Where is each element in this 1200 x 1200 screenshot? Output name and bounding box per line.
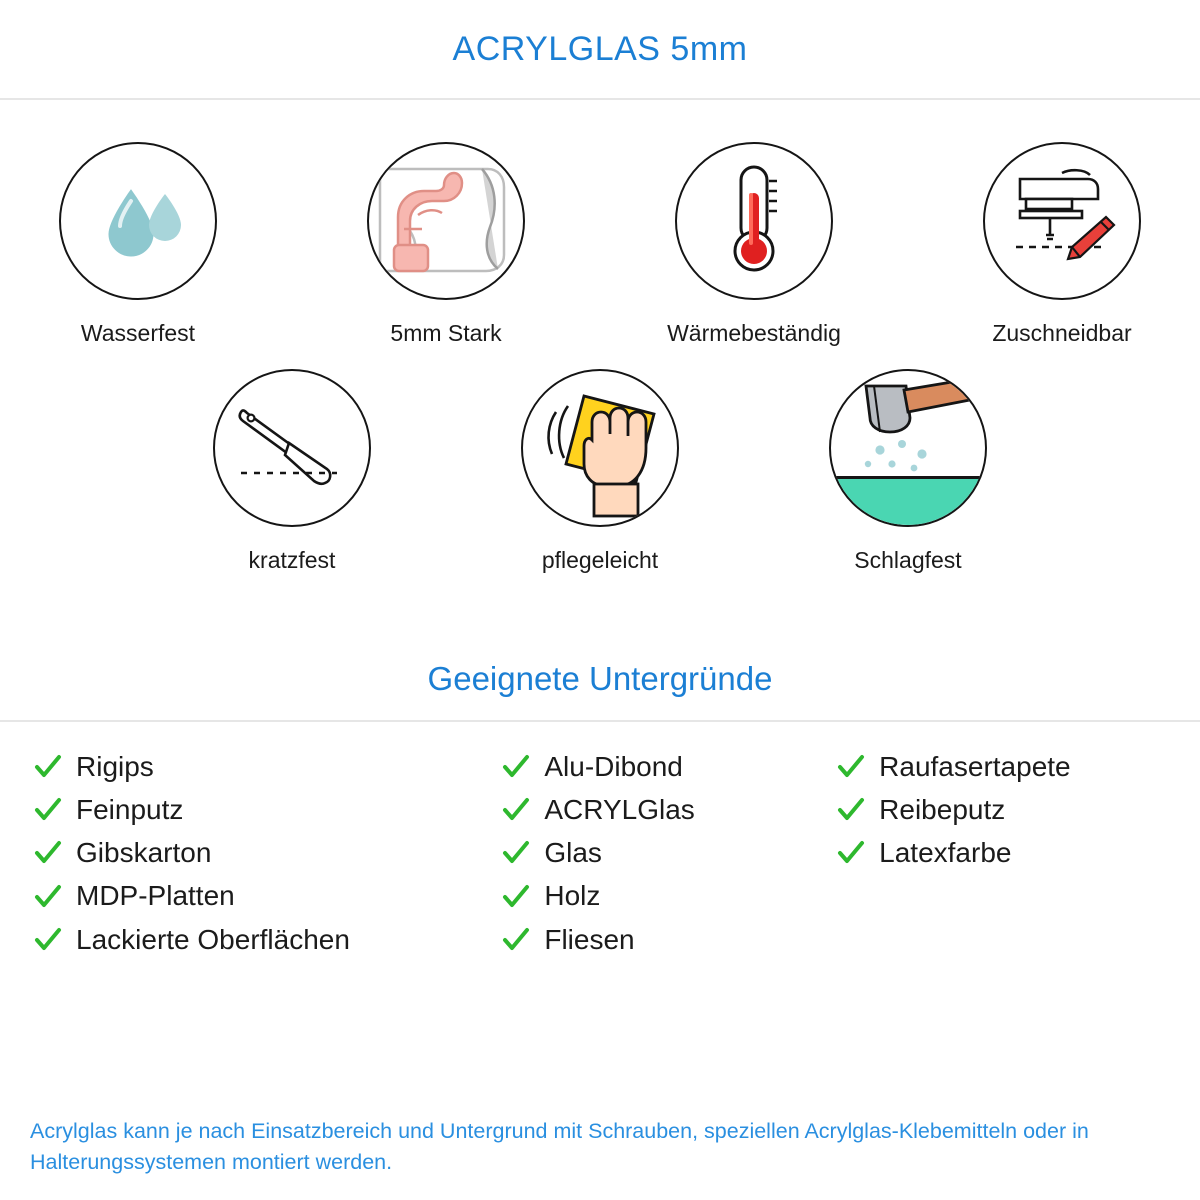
feature-pflegeleicht	[510, 369, 690, 574]
feature-schlagfest	[818, 369, 998, 574]
section-title: Geeignete Untergründe	[427, 660, 773, 697]
list-item-label: Holz	[544, 880, 601, 912]
feature-label: kratzfest	[248, 547, 336, 573]
thermometer-icon	[699, 159, 809, 284]
list-item-label: Alu-Dibond	[544, 751, 683, 782]
strong-arm-icon	[370, 143, 522, 300]
water-drop-icon	[83, 164, 193, 279]
list-item	[502, 750, 837, 784]
knife-scratch-icon	[231, 391, 353, 506]
feature-label: Zuschneidbar	[992, 320, 1132, 346]
feature-icon-circle	[59, 142, 217, 300]
list-item	[34, 793, 502, 827]
check-icon	[502, 796, 530, 824]
feature-icon-circle	[521, 369, 679, 527]
check-icon	[502, 753, 530, 781]
feature-label: Wärmebeständig	[667, 320, 841, 346]
feature-label: Wasserfest	[80, 320, 196, 346]
feature-icon-circle	[829, 369, 987, 527]
check-icon	[502, 926, 530, 954]
mounting-note: Acrylglas kann je nach Einsatzbereich und Untergrund mit Schrauben, speziellen Acrylglas-Klebemitteln oder in Halterungssystemen montiert werden.	[30, 1118, 1089, 1174]
check-icon	[502, 839, 530, 867]
check-icon	[837, 839, 865, 867]
list-item	[837, 836, 1166, 870]
feature-icon-circle	[213, 369, 371, 527]
check-icon	[837, 753, 865, 781]
check-icon	[837, 796, 865, 824]
substrates-list	[0, 722, 1200, 957]
list-item-label: Reibeputz	[879, 794, 1006, 826]
page-title: ACRYLGLAS 5mm	[452, 29, 748, 68]
list-item-label: Glas	[544, 837, 602, 869]
substrates-column-2	[502, 750, 837, 957]
list-item-label: MDP-Platten	[76, 880, 235, 912]
list-item	[502, 836, 837, 870]
list-item	[34, 923, 502, 957]
cleaning-hand-cloth-icon	[522, 369, 678, 527]
list-item	[34, 836, 502, 870]
list-item	[837, 750, 1166, 784]
feature-label: 5mm Stark	[390, 320, 502, 346]
list-item	[837, 793, 1166, 827]
list-item-label: ACRYLGlas	[544, 794, 695, 826]
list-item	[34, 879, 502, 913]
check-icon	[34, 926, 62, 954]
header	[0, 0, 1200, 100]
feature-zuschneidbar	[972, 142, 1152, 347]
feature-row-2	[0, 369, 1200, 574]
check-icon	[34, 839, 62, 867]
jigsaw-cutter-icon	[1002, 159, 1122, 284]
list-item-label: Rigips	[76, 751, 154, 782]
feature-grid	[0, 100, 1200, 574]
hammer-impact-icon	[830, 369, 986, 527]
feature-kratzfest	[202, 369, 382, 574]
feature-row-1	[0, 142, 1200, 347]
check-icon	[34, 753, 62, 781]
list-item-label: Gibskarton	[76, 837, 212, 869]
list-item	[502, 793, 837, 827]
feature-label: pflegeleicht	[541, 547, 659, 573]
feature-icon-circle	[983, 142, 1141, 300]
check-icon	[34, 883, 62, 911]
feature-wasserfest	[48, 142, 228, 347]
list-item-label: Fliesen	[544, 923, 635, 955]
feature-label: Schlagfest	[854, 547, 962, 573]
feature-5mm-stark	[356, 142, 536, 347]
feature-waermebestaendig	[664, 142, 844, 347]
list-item-label: Raufasertapete	[879, 751, 1071, 782]
substrates-column-1	[34, 750, 502, 957]
list-item-label: Latexfarbe	[879, 837, 1012, 869]
feature-icon-circle	[367, 142, 525, 300]
list-item-label: Lackierte Oberflächen	[76, 923, 350, 955]
check-icon	[34, 796, 62, 824]
list-item-label: Feinputz	[76, 794, 184, 826]
section-header	[0, 660, 1200, 722]
list-item	[502, 879, 837, 913]
feature-icon-circle	[675, 142, 833, 300]
check-icon	[502, 883, 530, 911]
substrates-column-3	[837, 750, 1166, 957]
list-item	[34, 750, 502, 784]
list-item	[502, 923, 837, 957]
